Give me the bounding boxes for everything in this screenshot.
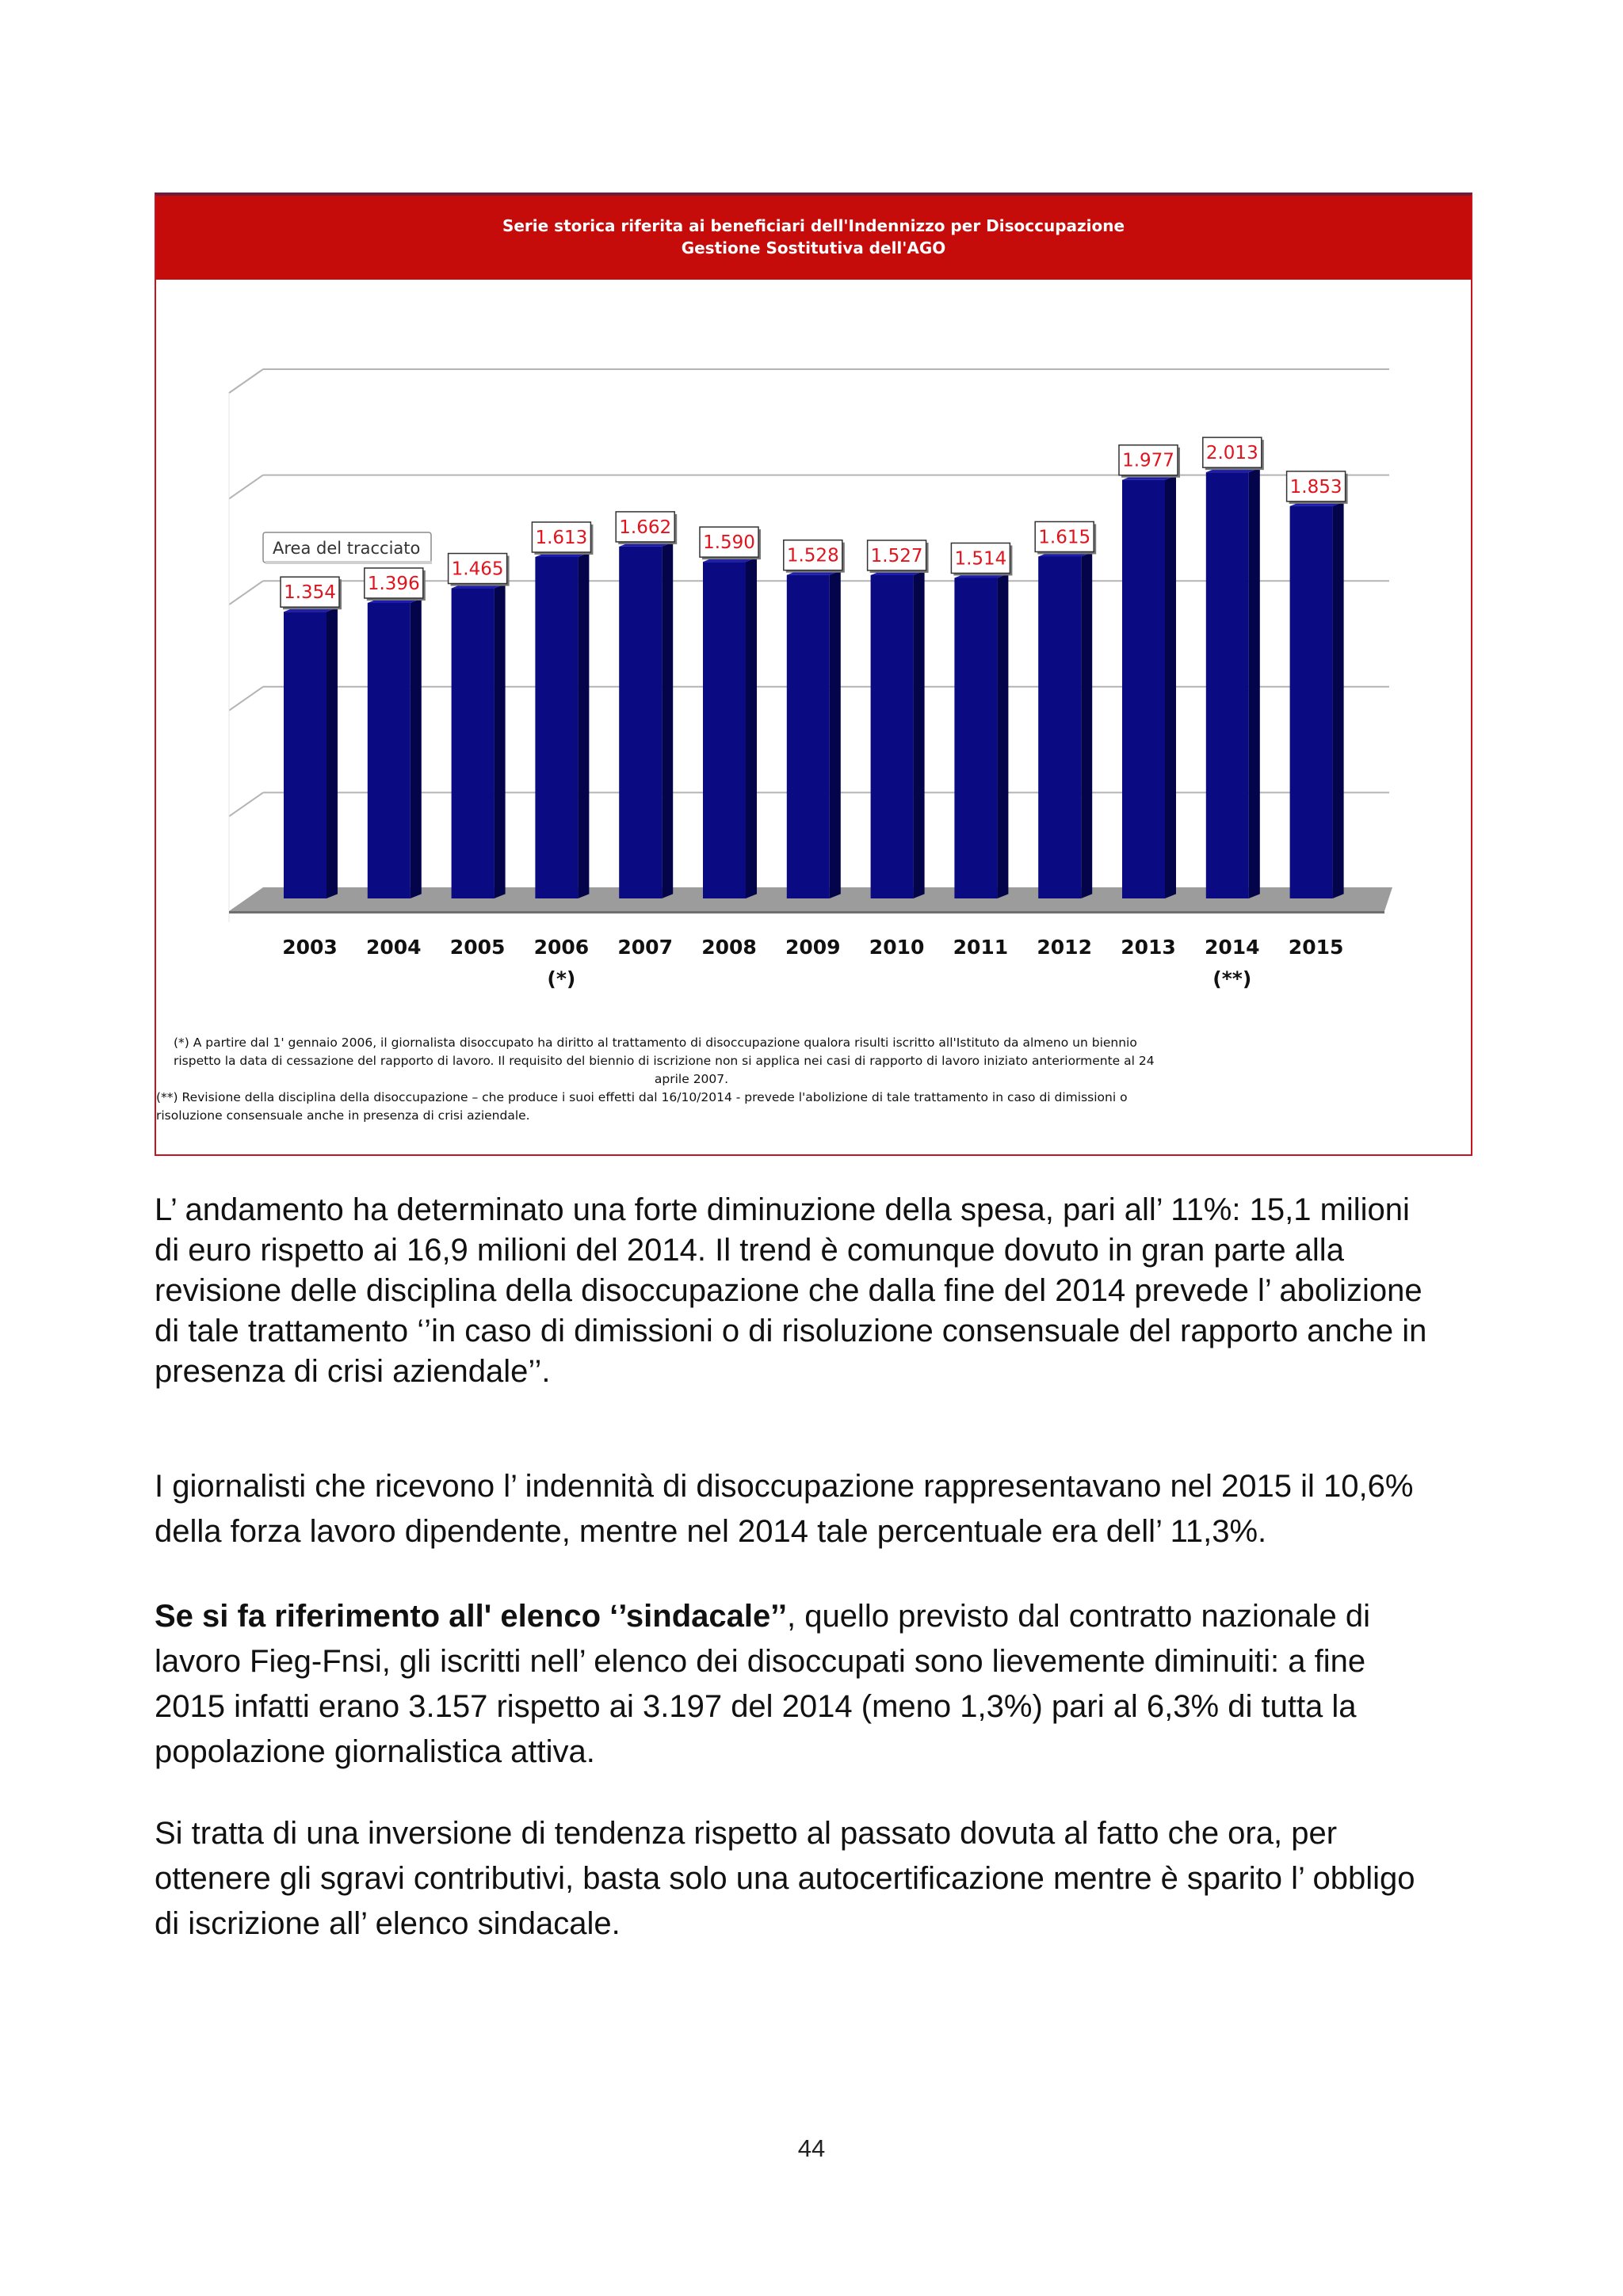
chart-x-ticks (282, 936, 1343, 990)
footnote-1-line: (*) A partire dal 1' gennaio 2006, il giornalista disoccupato ha diritto al trattamento di disoccupazione qualora risulti iscritto all'Istituto da almeno un biennio (174, 1035, 1137, 1050)
value-label: 1.662 (619, 517, 672, 538)
chart-bars (284, 468, 1344, 898)
bar (1038, 556, 1081, 898)
paragraph-line: della forza lavoro dipendente, mentre nel 2014 tale percentuale era dell’ 11,3%. (155, 1514, 1267, 1549)
value-label: 2.013 (1205, 443, 1258, 464)
bar-side (1249, 468, 1260, 898)
value-label: 1.613 (535, 528, 588, 549)
gridline-depth (229, 475, 263, 499)
paragraph-trend-inversion (155, 1811, 1482, 1947)
chart-figure (155, 193, 1472, 1156)
bar-side (997, 574, 1008, 898)
paragraph-line-rest: , quello previsto dal contratto nazionale di (786, 1599, 1370, 1634)
bar-side (1081, 552, 1092, 898)
paragraph-spending (155, 1190, 1482, 1392)
gridline-depth (229, 581, 263, 605)
x-tick-label: 2009 (785, 936, 841, 959)
paragraph-line: Si tratta di una inversione di tendenza rispetto al passato dovuta al fatto che ora, per (155, 1816, 1338, 1851)
bar-side (1165, 475, 1176, 898)
bar-side (914, 570, 925, 898)
gridline-depth (229, 687, 263, 711)
footnote-1-line: rispetto la data di cessazione del rapporto di lavoro. Il requisito del biennio di iscrizione non si applica nei casi di rapporto di lavoro iniziato anteriormente al 24 (174, 1054, 1155, 1068)
x-tick-label: 2004 (366, 936, 422, 959)
chart-header (156, 196, 1471, 280)
paragraph-line: di euro rispetto ai 16,9 milioni del 2014. Il trend è comunque dovuto in gran parte alla (155, 1233, 1344, 1268)
bar (368, 603, 411, 898)
footnote-1-line: aprile 2007. (654, 1072, 729, 1086)
x-tick-label: 2015 (1288, 936, 1344, 959)
x-tick-label: 2007 (617, 936, 673, 959)
paragraph-line: di iscrizione all’ elenco sindacale. (155, 1906, 621, 1941)
bar-side (662, 542, 673, 898)
bar (1122, 480, 1165, 898)
value-label: 1.977 (1122, 450, 1174, 471)
bar-side (411, 598, 422, 898)
x-tick-label: 2006 (533, 936, 590, 959)
x-tick-label: 2012 (1037, 936, 1092, 959)
paragraph-line: I giornalisti che ricevono l’ indennità di disoccupazione rappresentavano nel 2015 il 10,6% (155, 1469, 1414, 1504)
x-tick-note: (**) (1212, 967, 1252, 990)
paragraph-line: 2015 infatti erano 3.157 rispetto ai 3.197 del 2014 (meno 1,3%) pari al 6,3% di tutta la (155, 1689, 1357, 1724)
bold-lead: Se si fa riferimento all' elenco ‘’sindacale’’ (155, 1599, 787, 1634)
footnote-2 (156, 1089, 1471, 1125)
value-label: 1.528 (786, 545, 839, 566)
paragraph-line: presenza di crisi aziendale’’. (155, 1354, 551, 1389)
bar (703, 562, 746, 898)
bar-side (1333, 502, 1344, 898)
paragraph-line: ottenere gli sgravi contributivi, basta solo una autocertificazione mentre è sparito l’ obbligo (155, 1861, 1415, 1896)
bar (284, 612, 327, 898)
chart-subtitle: Gestione Sostitutiva dell'AGO (681, 238, 946, 257)
bar (619, 547, 662, 898)
footnote-2-line: (**) Revisione della disciplina della disoccupazione – che produce i suoi effetti dal 16/10/2014 - prevede l'abolizione di tale trattamento in caso di dimissioni o (156, 1090, 1128, 1104)
x-tick-label: 2010 (869, 936, 925, 959)
value-label: 1.354 (284, 582, 336, 604)
chart-footnotes (156, 1034, 1471, 1125)
plot-area-tooltip (263, 532, 432, 564)
value-label: 1.465 (451, 559, 504, 580)
value-label: 1.853 (1289, 476, 1342, 498)
bar-side (830, 570, 841, 898)
bar (452, 589, 495, 898)
bar-side (746, 558, 757, 898)
bar-side (578, 552, 589, 898)
gridline-depth (229, 792, 263, 816)
value-label: 1.396 (367, 573, 420, 594)
gridline-depth (229, 369, 263, 393)
paragraph-line: revisione delle disciplina della disoccupazione che dalla fine del 2014 prevede l’ abolizione (155, 1273, 1423, 1308)
chart-title: Serie storica riferita ai beneficiari dell'Indennizzo per Disoccupazione (502, 216, 1125, 235)
tooltip-text: Area del tracciato (273, 539, 421, 558)
bar (535, 557, 578, 898)
x-tick-label: 2011 (953, 936, 1009, 959)
x-tick-label: 2005 (449, 936, 506, 959)
value-label: 1.590 (703, 532, 755, 554)
x-tick-label: 2003 (282, 936, 338, 959)
x-tick-label: 2014 (1205, 936, 1260, 959)
floor-edge (229, 911, 1384, 913)
value-label: 1.514 (954, 548, 1007, 570)
bar (1290, 506, 1333, 898)
tooltip-shadow (265, 561, 432, 564)
bar-side (327, 608, 338, 898)
paragraph-workforce (155, 1464, 1482, 1554)
page-number: 44 (797, 2134, 826, 2162)
paragraph-line: lavoro Fieg-Fnsi, gli iscritti nell’ elenco dei disoccupati sono lievemente diminuiti: a fine (155, 1644, 1366, 1679)
footnote-1 (156, 1034, 1471, 1089)
bar (1206, 472, 1249, 898)
x-tick-note: (*) (547, 967, 576, 990)
bar (787, 575, 830, 898)
value-label: 1.615 (1038, 527, 1091, 548)
bar-side (495, 584, 506, 898)
footnote-2-line: risoluzione consensuale anche in presenza di crisi aziendale. (156, 1108, 530, 1123)
paragraph-line: popolazione giornalistica attiva. (155, 1734, 595, 1769)
bar-chart (156, 280, 1471, 1032)
value-label: 1.527 (870, 545, 923, 566)
bar (954, 578, 997, 898)
x-tick-label: 2008 (701, 936, 757, 959)
paragraph-line: L’ andamento ha determinato una forte diminuzione della spesa, pari all’ 11%: 15,1 milioni (155, 1192, 1410, 1227)
paragraph-line (155, 1594, 1482, 1639)
paragraph-union-list (155, 1594, 1482, 1775)
bar (871, 575, 914, 898)
paragraph-line: di tale trattamento ‘’in caso di dimissioni o di risoluzione consensuale del rapporto anche in (155, 1314, 1427, 1348)
x-tick-label: 2013 (1121, 936, 1176, 959)
